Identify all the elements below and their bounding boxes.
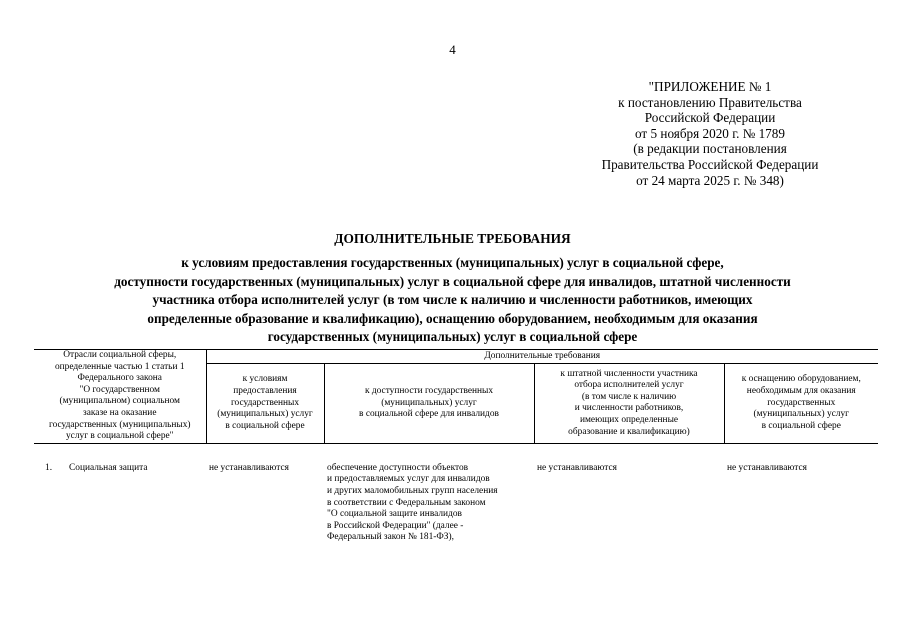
header-line: определенные частью 1 статьи 1 (54, 361, 185, 372)
sector-name: Социальная защита (69, 462, 148, 473)
document-title: ДОПОЛНИТЕЛЬНЫЕ ТРЕБОВАНИЯ (334, 231, 571, 246)
header-line: образование и квалификацию) (568, 426, 690, 437)
header-additional-requirements: Дополнительные требования (206, 350, 878, 364)
document-subtitle (40, 254, 865, 347)
header-line: Федерального закона (77, 373, 162, 384)
header-accessibility (324, 364, 534, 444)
header-line: услуг в социальной сфере" (65, 431, 174, 442)
subtitle-line: доступности государственных (муниципальных) услуг в социальной сфере для инвалидов, штатной численности (114, 273, 791, 289)
header-line: Отрасли социальной сферы, (63, 350, 177, 360)
requirements-table (34, 349, 878, 544)
header-line: (в том числе к наличию (581, 391, 677, 402)
page-number: 4 (449, 42, 456, 57)
header-line: заказе на оказание (83, 407, 157, 418)
cell-line: Федеральный закон № 181-ФЗ), (327, 532, 454, 543)
appendix-line: от 5 ноября 2020 г. № 1789 (635, 125, 785, 141)
header-line: к оснащению оборудованием, (741, 374, 861, 385)
header-line: "О государственном (79, 384, 160, 395)
subtitle-line: участника отбора исполнителей услуг (в том числе к наличию и численности работников, имеющих (152, 292, 753, 307)
header-line: к штатной численности участника (560, 368, 698, 379)
table-row (34, 443, 878, 544)
header-line: к условиям (242, 374, 288, 385)
cell-conditions: не устанавливаются (209, 462, 289, 473)
appendix-line: к постановлению Правительства (618, 94, 802, 110)
subtitle-line: к условиям предоставления государственных (муниципальных) услуг в социальной сфере, (181, 255, 724, 270)
cell-line: и предоставляемых услуг для инвалидов (327, 474, 490, 485)
header-social-sectors (34, 350, 206, 444)
header-line: отбора исполнителей услуг (574, 380, 684, 391)
appendix-line: Российской Федерации (644, 110, 776, 126)
header-line: необходимым для оказания (746, 385, 856, 396)
subtitle-line: государственных (муниципальных) услуг в социальной сфере (267, 329, 638, 344)
header-line: (муниципальном) социальном (59, 396, 180, 407)
appendix-line: (в редакции постановления (633, 141, 787, 157)
cell-accessibility (324, 443, 534, 544)
cell-equipment: не устанавливаются (727, 462, 807, 473)
appendix-line: Правительства Российской Федерации (601, 156, 819, 172)
header-line: государственных (767, 397, 836, 408)
appendix-line: от 24 марта 2025 г. № 348) (636, 172, 784, 188)
cell-line: "О социальной защите инвалидов (327, 509, 462, 520)
header-line: в социальной сфере (225, 420, 305, 431)
header-line: (муниципальных) услуг (381, 397, 477, 408)
header-line: к доступности государственных (364, 385, 494, 396)
cell-line: в соответствии с Федеральным законом (327, 497, 486, 508)
row-number: 1. (45, 462, 53, 473)
header-line: имеющих определенные (579, 414, 679, 425)
header-line: в социальной сфере для инвалидов (359, 409, 499, 420)
header-staffing (534, 364, 724, 444)
cell-line: в Российской Федерации" (далее - (327, 520, 464, 531)
header-line: в социальной сфере (761, 420, 841, 431)
header-equipment (724, 364, 878, 444)
appendix-line: "ПРИЛОЖЕНИЕ № 1 (648, 79, 772, 94)
header-line: предоставления (233, 385, 297, 396)
header-line: и численности работников, (574, 403, 684, 414)
header-line: (муниципальных) услуг (753, 409, 850, 420)
subtitle-line: определенные образование и квалификацию), оснащению оборудованием, необходимым для оказания (147, 310, 758, 326)
header-line: (муниципальных) услуг (217, 409, 313, 420)
cell-line: и других маломобильных групп населения (327, 485, 498, 496)
cell-line: обеспечение доступности объектов (327, 462, 469, 473)
cell-staffing: не устанавливаются (537, 462, 617, 473)
cell-sector (34, 443, 206, 544)
header-line: государственных (муниципальных) (48, 419, 191, 430)
appendix-header (560, 79, 860, 188)
header-line: государственных (230, 397, 300, 408)
header-conditions (206, 364, 324, 444)
